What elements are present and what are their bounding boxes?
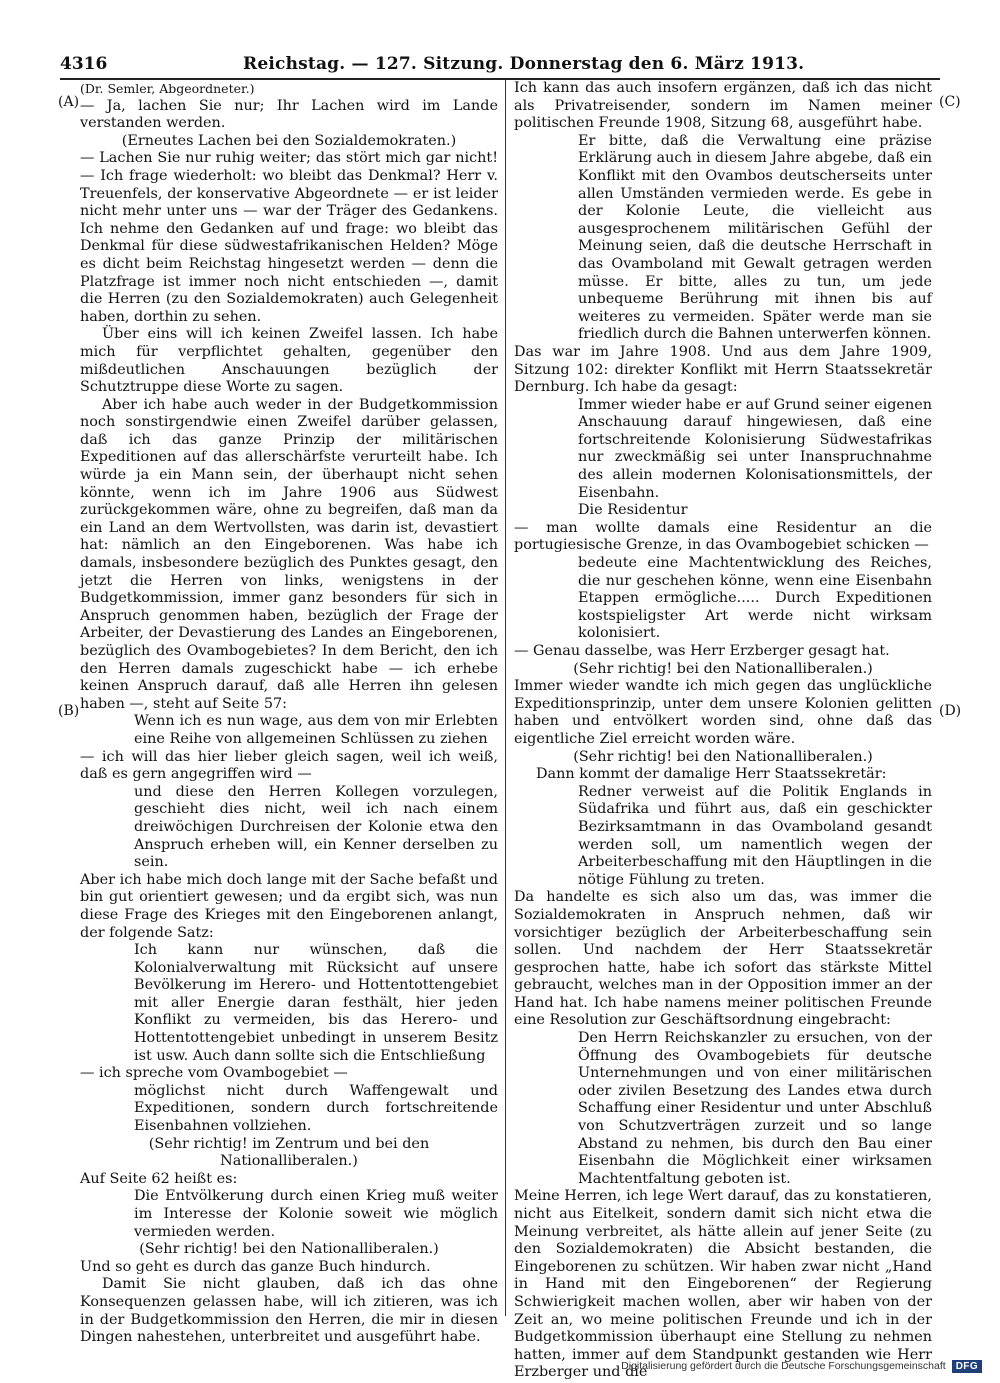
paragraph: Da handelte es sich also um das, was immer die Sozialdemokraten in Anspruch nehmen, daß wir vorsichtiger bezüglich der Arbeiterbeschaffung sein sollen. Und nachdem der Herr Staatssekretär gesprochen hatte, habe ich sofort das stärkste Mittel gebraucht, welches man in der Opposition immer an der Hand hat. Ich habe namens meiner politischen Freunde eine Resolution zur Geschäftsordnung eingebracht: (514, 889, 932, 1029)
page-header (60, 44, 940, 80)
paragraph: Das war im Jahre 1908. Und aus dem Jahre 1909, Sitzung 102: direkter Konflikt mit Herrn Staatssekretär Dernburg. Ich habe da gesagt: (514, 343, 932, 396)
paragraph: Auf Seite 62 heißt es: (80, 1170, 238, 1187)
paragraph: Dann kommt der damalige Herr Staatssekretär: (536, 766, 887, 783)
quotation: Die Residentur (578, 502, 688, 519)
interjection: (Sehr richtig! bei den Nationalliberalen.) (573, 748, 873, 765)
quotation: Immer wieder habe er auf Grund seiner eigenen Anschauung darauf hingewiesen, daß eine fortschreitende Kolonisierung Südwestafrikas nur zweckmäßig sei unter Inanspruchnahme des allein modernen Kolonisationsmittels, der Eisenbahn. (578, 396, 932, 501)
dfg-logo-icon: DFG (952, 1360, 982, 1373)
interjection: (Sehr richtig! bei den Nationalliberalen.) (139, 1241, 439, 1258)
interjection: (Sehr richtig! im Zentrum und bei den Nationalliberalen.) (148, 1135, 430, 1170)
paragraph: Meine Herren, ich lege Wert darauf, das zu konstatieren, nicht aus Eitelkeit, sondern damit sich nicht etwa die Meinung verbreitet, als hätte allein auf jener Seite (zu den Sozialdemokraten) die Absicht bestanden, die Eingeborenen zu schützen. Wir haben zwar nicht „Hand in Hand mit den Eingeborenen“ der Regierung Schwierigkeit machen wollen, aber wir haben von der Zeit an, wo meine politischen Freunde und ich in der Budgetkommission überhaupt eine Stellung zu nehmen hatten, immer auf dem Standpunkt gestanden wie Herr Erzberger und die (514, 1188, 932, 1381)
speaker-line: (Dr. Semler, Abgeordneter.) (80, 81, 255, 96)
paragraph: — ich spreche vom Ovambogebiet — (80, 1065, 348, 1082)
quotation: Ich kann nur wünschen, daß die Kolonialverwaltung mit Rücksicht auf unsere Bevölkerung im Herero- und Hottentottengebiet mit aller Energie daran festhält, hier jeden Konflikt zu vermeiden, bis das Herero- und Hottentottengebiet unbedingt in unserem Besitz ist usw. Auch dann sollte sich die Entschließung (134, 942, 498, 1064)
quotation: Die Entvölkerung durch einen Krieg muß weiter im Interesse der Kolonie soweit wie möglich vermieden werden. (134, 1188, 498, 1240)
paragraph: Immer wieder wandte ich mich gegen das unglückliche Expeditionsprinzip, unter dem unsere Kolonien gelitten haben und entvölkert worden sind, ohne daß das eigentliche Ziel erreicht worden wäre. (514, 678, 932, 747)
paragraph: Aber ich habe mich doch lange mit der Sache befaßt und bin gut orientiert gewesen; und da ergibt sich, was nun diese Frage des Krieges mit den Eingeborenen anlangt, der folgende Satz: (80, 871, 498, 941)
paragraph: Ich kann das auch insofern ergänzen, daß ich das nicht als Privatreisender, sondern im Namen meiner politischen Freunde 1908, Sitzung 68, ausgeführt habe. (514, 80, 932, 132)
page-number: 4316 (60, 54, 108, 74)
quotation: Wenn ich es nun wage, aus dem von mir Erlebten eine Reihe von allgemeinen Schlüssen zu ziehen (134, 713, 498, 747)
quotation: möglichst nicht durch Waffengewalt und Expeditionen, sondern durch fortschreitende Eisenbahnen vollziehen. (134, 1082, 498, 1135)
interjection: (Sehr richtig! bei den Nationalliberalen.) (573, 660, 873, 677)
interjection: (Erneutes Lachen bei den Sozialdemokraten.) (121, 132, 457, 149)
footer-text: Digitalisierung gefördert durch die Deutsche Forschungsgemeinschaft (621, 1360, 946, 1372)
footer-credit (621, 1357, 982, 1375)
paragraph: — man wollte damals eine Residentur an die portugiesische Grenze, in das Ovambogebiet schicken — (514, 519, 932, 554)
paragraph: Damit Sie nicht glauben, daß ich das ohne Konsequenzen gelassen habe, will ich zitieren, was ich in der Budgetkommission den Herren, die mir in diesen Dingen nahestehen, unterbreitet und ausgeführt habe. (80, 1276, 498, 1346)
quotation: Redner verweist auf die Politik Englands in Südafrika und führt aus, daß ein geschickter Bezirksamtmann in das Ovamboland gesandt werden soll, um namentlich wegen der Arbeiterbeschaffung mit den Häuptlingen in die nötige Fühlung zu treten. (578, 783, 932, 888)
quotation: und diese den Herren Kollegen vorzulegen, geschieht dies nicht, weil ich nach einem dreiwöchigen Durchreisen der Kolonie etwa den Anspruch erheben will, ein Kenner derselben zu sein. (134, 783, 498, 871)
column-divider (505, 80, 506, 1316)
paragraph: — Genau dasselbe, was Herr Erzberger gesagt hat. (514, 643, 890, 659)
left-column (80, 80, 498, 1346)
quotation: Er bitte, daß die Verwaltung eine präzise Erklärung auch in diesem Jahre abgebe, daß ein Konflikt mit den Ovambos deutscherseits unter allen Umständen vermieden werde. Es gebe in der Kolonie Leute, die vielleicht aus ausgesprochenem militärischen Gefühl der Meinung seien, daß die deutsche Herrschaft in das Ovamboland mit Gewalt getragen werden müsse. Er bitte, alles zu tun, um jede unbequeme Berührung mit ihnen bis auf weiteres zu vermeiden. Später werde man sie friedlich durch die Bahnen unterwerfen können. (578, 132, 932, 343)
page-title: Reichstag. — 127. Sitzung. Donnerstag den 6. März 1913. (243, 54, 805, 74)
margin-marker-c: (C) (939, 94, 961, 110)
margin-marker-a: (A) (58, 94, 80, 110)
paragraph: Über eins will ich keinen Zweifel lassen. Ich habe mich für verpflichtet gehalten, gegenüber den mißdeutlichen Anschauungen bezüglich der Schutztruppe diese Worte zu sagen. (80, 326, 498, 396)
paragraph: Aber ich habe auch weder in der Budgetkommission noch sonstirgendwie einen Zweifel darüber gelassen, daß ich das ganze Prinzip der militärischen Expeditionen auf das allerschärfste verurteilt habe. Ich würde ja ein Mann sein, der überhaupt nicht sehen könnte, wenn ich im Jahre 1906 aus Südwest zurückgekommen wäre, ohne zu begreifen, daß man da ein Land an dem Wertvollsten, was darin ist, devastiert hat: nämlich an den Eingeborenen. Was habe ich damals, insbesondere bezüglich des Punktes gesagt, den jetzt die Herren von links, wenigstens in der Budgetkommission, immer ganz besonders für sich in Anspruch genommen haben, bezüglich der Frage der Arbeiter, der Devastierung des Landes an Eingeborenen, bezüglich des Ovambogebietes? In dem Bericht, den ich den Herren damals zugeschickt habe — ich erhebe keinen Anspruch darauf, daß alle Herren ihn gelesen haben —, steht auf Seite 57: (80, 396, 498, 712)
quotation: bedeute eine Machtentwicklung des Reiches, die nur geschehen könne, wenn eine Eisenbahn Etappen ermögliche..... Durch Expeditionen kostspieligster Art werde nicht wirksam kolonisiert. (578, 555, 932, 642)
paragraph: — ich will das hier lieber gleich sagen, weil ich weiß, daß es gern angegriffen wird — (80, 748, 498, 783)
paragraph: — Lachen Sie nur ruhig weiter; das stört mich gar nicht! — Ich frage wiederholt: wo bleibt das Denkmal? Herr v. Treuenfels, der konservative Abgeordnete — er ist leider nicht mehr unter uns — war der Träger des Gedankens. Ich nehme den Gedanken auf und frage: wo bleibt das Denkmal für diese südwestafrikanischen Helden? Möge es dicht beim Reichstag hingesetzt werden — denn die Platzfrage ist immer noch nicht entschieden —, damit die Herren (zu den Sozialdemokraten) auch Gelegenheit haben, dorthin zu sehen. (80, 150, 498, 325)
quotation: Den Herrn Reichskanzler zu ersuchen, von der Öffnung des Ovambogebiets für deutsche Unternehmungen und von einer militärischen oder zivilen Besetzung des Landes etwa durch Schaffung einer Residentur und unter Abschluß von Schutzverträgen zurzeit und so lange Abstand zu nehmen, bis durch den Bau einer Eisenbahn die Möglichkeit einer wirksamen Machtentfaltung geboten ist. (578, 1030, 932, 1187)
paragraph: Und so geht es durch das ganze Buch hindurch. (80, 1258, 431, 1275)
paragraph: — Ja, lachen Sie nur; Ihr Lachen wird im Lande verstanden werden. (80, 97, 498, 132)
margin-marker-d: (D) (939, 703, 962, 719)
margin-marker-b: (B) (58, 703, 80, 719)
